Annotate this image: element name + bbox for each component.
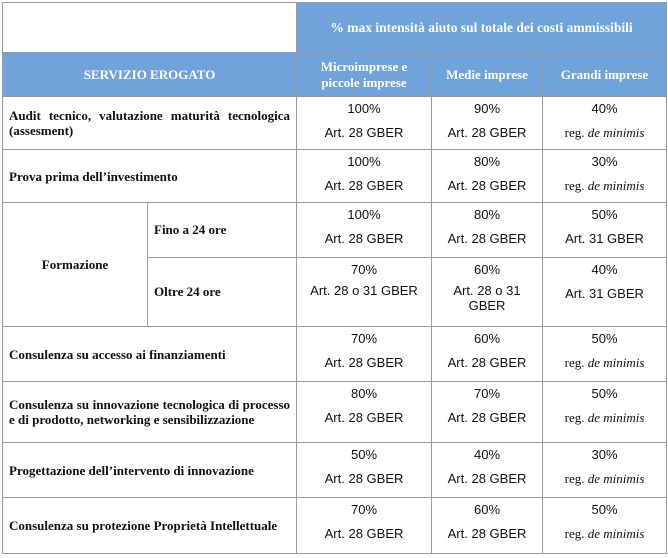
- service-label: Consulenza su protezione Proprietà Intellettuale: [3, 498, 297, 554]
- pct: 50%: [591, 207, 618, 222]
- pct: 80%: [473, 154, 501, 169]
- ref: Art. 28 GBER: [324, 526, 404, 541]
- micro-cell: [297, 258, 432, 327]
- table-row: [3, 382, 667, 443]
- table-row: [3, 97, 667, 150]
- medie-cell: [432, 203, 543, 258]
- pct: 70%: [350, 502, 378, 517]
- header-medie: Medie imprese: [432, 53, 543, 97]
- medie-cell: [432, 443, 543, 498]
- ref: Art. 28 o 31 GBER: [453, 283, 521, 313]
- ref-prefix: reg.: [564, 125, 585, 140]
- grandi-cell: [543, 443, 667, 498]
- grandi-cell: [543, 327, 667, 382]
- grandi-cell: [543, 258, 667, 327]
- medie-cell: [432, 327, 543, 382]
- table-row: [3, 327, 667, 382]
- pct: 80%: [473, 207, 501, 222]
- ref: Art. 28 GBER: [324, 231, 404, 246]
- micro-cell: [297, 150, 432, 203]
- table-row: [3, 150, 667, 203]
- ref: Art. 28 GBER: [324, 125, 404, 140]
- header-service: SERVIZIO EROGATO: [3, 53, 297, 97]
- header-corner: [3, 3, 297, 53]
- service-label: Progettazione dell’intervento di innovazione: [3, 443, 297, 498]
- pct: 40%: [591, 262, 618, 277]
- pct: 60%: [473, 262, 501, 277]
- medie-cell: [432, 258, 543, 327]
- pct: 100%: [347, 154, 381, 169]
- medie-cell: [432, 150, 543, 203]
- ref: Art. 28 GBER: [324, 355, 404, 370]
- pct: 40%: [591, 101, 618, 116]
- table-row: [3, 498, 667, 554]
- micro-cell: [297, 327, 432, 382]
- ref: Art. 28 GBER: [447, 410, 527, 425]
- ref: Art. 28 GBER: [447, 526, 527, 541]
- pct: 30%: [591, 447, 618, 462]
- micro-cell: [297, 498, 432, 554]
- grandi-cell: [543, 382, 667, 443]
- micro-cell: [297, 97, 432, 150]
- pct: 50%: [591, 386, 618, 401]
- pct: 90%: [473, 101, 501, 116]
- header-grandi: Grandi imprese: [543, 53, 667, 97]
- ref: Art. 28 GBER: [447, 355, 527, 370]
- pct: 70%: [473, 386, 501, 401]
- medie-cell: [432, 97, 543, 150]
- ref-em: de minimis: [587, 355, 645, 370]
- ref: Art. 31 GBER: [565, 231, 644, 246]
- pct: 50%: [591, 331, 618, 346]
- service-label: Consulenza su accesso ai finanziamenti: [3, 327, 297, 382]
- table-row: [3, 443, 667, 498]
- header-group-title: % max intensità aiuto sul totale dei costi ammissibili: [297, 3, 667, 53]
- aid-intensity-table: [2, 2, 667, 554]
- service-label: Audit tecnico, valutazione maturità tecnologica (assesment): [3, 97, 297, 150]
- ref-prefix: reg.: [564, 178, 585, 193]
- pct: 70%: [350, 262, 378, 277]
- ref-em: de minimis: [587, 410, 645, 425]
- grandi-cell: [543, 150, 667, 203]
- service-label-formazione: Formazione: [3, 203, 148, 327]
- service-label: Consulenza su innovazione tecnologica di processo e di prodotto, networking e sensibilizzazione: [3, 382, 297, 443]
- pct: 60%: [473, 331, 501, 346]
- ref: Art. 28 GBER: [447, 125, 527, 140]
- ref: Art. 28 GBER: [324, 471, 404, 486]
- ref: Art. 28 GBER: [324, 410, 404, 425]
- ref-prefix: reg.: [564, 526, 585, 541]
- table-row: [3, 203, 667, 258]
- micro-cell: [297, 443, 432, 498]
- ref: Art. 31 GBER: [565, 286, 644, 301]
- service-label: Prova prima dell’investimento: [3, 150, 297, 203]
- sub-label: Oltre 24 ore: [148, 258, 297, 327]
- header-micro: Microimprese e piccole imprese: [297, 53, 432, 97]
- micro-cell: [297, 382, 432, 443]
- pct: 40%: [473, 447, 501, 462]
- pct: 60%: [473, 502, 501, 517]
- sub-label: Fino a 24 ore: [148, 203, 297, 258]
- micro-cell: [297, 203, 432, 258]
- pct: 70%: [350, 331, 378, 346]
- ref-prefix: reg.: [564, 471, 585, 486]
- ref: Art. 28 GBER: [324, 178, 404, 193]
- ref-prefix: reg.: [564, 410, 585, 425]
- pct: 80%: [350, 386, 378, 401]
- medie-cell: [432, 382, 543, 443]
- pct: 100%: [347, 207, 381, 222]
- ref-prefix: reg.: [564, 355, 585, 370]
- grandi-cell: [543, 203, 667, 258]
- ref-em: de minimis: [587, 526, 645, 541]
- ref-em: de minimis: [587, 471, 645, 486]
- ref: Art. 28 GBER: [447, 231, 527, 246]
- medie-cell: [432, 498, 543, 554]
- grandi-cell: [543, 498, 667, 554]
- ref-em: de minimis: [587, 178, 645, 193]
- pct: 100%: [347, 101, 381, 116]
- ref-em: de minimis: [587, 125, 645, 140]
- ref: Art. 28 GBER: [447, 471, 527, 486]
- ref: Art. 28 o 31 GBER: [310, 283, 418, 298]
- grandi-cell: [543, 97, 667, 150]
- pct: 50%: [591, 502, 618, 517]
- pct: 50%: [350, 447, 378, 462]
- pct: 30%: [591, 154, 618, 169]
- ref: Art. 28 GBER: [447, 178, 527, 193]
